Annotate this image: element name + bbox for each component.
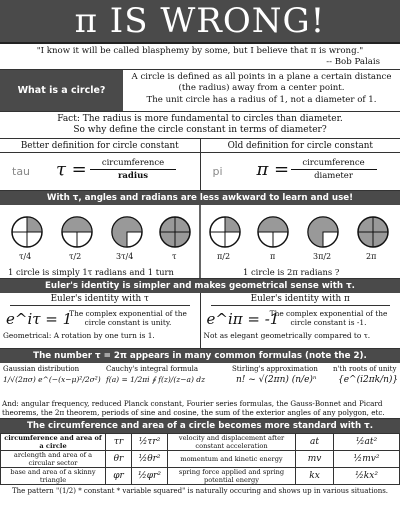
euler-bar: Euler's identity is simpler and makes geometrical sense with τ. [0,279,400,293]
euler-pi-equation: e^iπ = -1 [206,310,280,328]
euler-section [0,293,400,349]
tau-angle-label: τ [172,252,177,261]
quote-text: "I know it will be called blasphemy by some, but I believe that π is wrong." [36,46,364,56]
row-label: circumference and area of a circle [1,434,106,451]
row-eq: ½φr² [132,468,168,485]
pi-symbol: π = [256,159,290,180]
row-desc: momentum and kinetic energy [168,451,296,468]
pi-angle-label: π [270,252,276,261]
pi-name: pi [212,165,223,178]
formula-expression: f(a) = 1/2πi ∮ f(z)/(z−a) dz [106,375,206,384]
formulas-section [0,363,400,419]
pi-angle-label: 3π/2 [313,252,332,261]
area-bar: The circumference and area of a circle becomes more standard with τ. [0,419,400,433]
pi-icon [258,217,288,247]
tau-caption: 1 circle is simply 1τ radians and 1 turn [8,267,174,277]
tau-symbol: τ = [56,159,87,180]
row-eq: θr [106,451,132,468]
row-eq: ½θr² [132,451,168,468]
formula-expression: n! ~ √(2πn) (n/e)ⁿ [236,375,317,385]
tau-numerator: circumference [90,158,176,170]
pi-numerator: circumference [291,158,377,170]
quote-block [0,44,400,67]
row-eq: ½mv² [334,451,400,468]
pi-angle-label: π/2 [217,252,231,261]
formula-name: n'th roots of unity [333,365,397,373]
full-turn-icon [160,217,190,247]
row-eq: mv [296,451,334,468]
half-turn-icon [62,217,92,247]
euler-tau [0,293,200,348]
quarter-turn-icon [12,217,42,247]
row-eq: ½τr² [132,434,168,451]
formula-expression: 1/√(2πσ) e^(−(x−μ)²/2σ²) [3,375,101,384]
pi-denominator: diameter [314,171,353,181]
tau-angle-label: 3τ/4 [116,252,134,261]
euler-tau-foot: Geometrical: A rotation by one turn is 1. [3,331,155,340]
better-definition [0,139,200,190]
old-definition [200,139,400,190]
circle-answer-1: A circle is defined as all points in a plane a certain distance (the radius) away from a center point. [131,72,392,93]
formula-expression: {e^(i2πk/n)} [338,375,399,385]
tau-name: tau [12,165,31,178]
tau-angle-label: τ/2 [69,252,82,261]
row-desc: velocity and displacement after constant acceleration [168,434,296,451]
row-label: arclength and area of a circular sector [1,451,106,468]
pi-caption: 1 circle is 2π radians ? [243,267,340,277]
circle-answer [123,70,400,111]
pattern-note: The pattern "(1/2) * constant * variable squared" is naturally occuring and shows up in various situations. [11,487,389,495]
row-eq: φr [106,468,132,485]
table-row [1,468,400,485]
euler-pi [200,293,400,348]
quote-author: -- Bob Palais [326,56,380,67]
formula-name: Cauchy's integral formula [106,365,199,373]
three-pi-half-icon [308,217,338,247]
euler-tau-text: The complex exponential of the circle constant is unity. [69,309,187,327]
row-eq: kx [296,468,334,485]
two-pi-icon [358,217,388,247]
circle-answer-2: The unit circle has a radius of 1, not a diameter of 1. [146,95,377,105]
euler-tau-header: Euler's identity with τ [10,293,190,306]
circle-question: What is a circle? [0,70,123,111]
angles-bar: With τ, angles and radians are less awkward to learn and use! [0,191,400,205]
row-eq: ½at² [334,434,400,451]
table-row [1,451,400,468]
pi-angle-label: 2π [366,252,377,261]
angles-section [0,205,400,279]
formula-bar: The number τ = 2π appears in many common formulas (note the 2). [0,349,400,363]
euler-pi-header: Euler's identity with π [211,293,391,306]
row-eq: ½kx² [334,468,400,485]
row-desc: spring force applied and spring potential energy [168,468,296,485]
formula-name: Gaussian distribution [3,365,80,373]
three-quarter-turn-icon [112,217,142,247]
pi-half-icon [210,217,240,247]
definitions [0,139,400,191]
tau-denominator: radius [117,171,149,181]
euler-pi-foot: Not as elegant geometrically compared to τ. [203,331,371,340]
better-header: Better definition for circle constant [0,139,200,153]
row-label: base and area of a skinny triangle [1,468,106,485]
euler-tau-equation: e^iτ = 1 [6,310,73,328]
tau-fraction [90,158,176,181]
fact-line-1: Fact: The radius is more fundamental to circles than diameter. [57,114,343,124]
tau-angle-label: τ/4 [19,252,32,261]
table-row [1,434,400,451]
euler-pi-text: The complex exponential of the circle constant is -1. [269,309,388,327]
row-eq: at [296,434,334,451]
row-eq: τr [106,434,132,451]
circle-definition [0,69,400,111]
area-table [0,433,400,485]
title-banner [0,0,400,44]
pi-fraction [291,158,377,181]
fact-line-2: So why define the circle constant in terms of diameter? [73,125,327,135]
page-title: π IS WRONG! [74,1,326,41]
old-header: Old definition for circle constant [201,139,400,153]
fact-block [0,111,400,139]
formula-name: Stirling's approximation [232,365,318,373]
formula-note: And: angular frequency, reduced Planck constant, Fourier series formulas, the Gauss-Bonnet and Picard theorems, the 2π theorem, periods of sine and cosine, the sum of the exterior angles of any polygon, etc. [2,399,385,417]
